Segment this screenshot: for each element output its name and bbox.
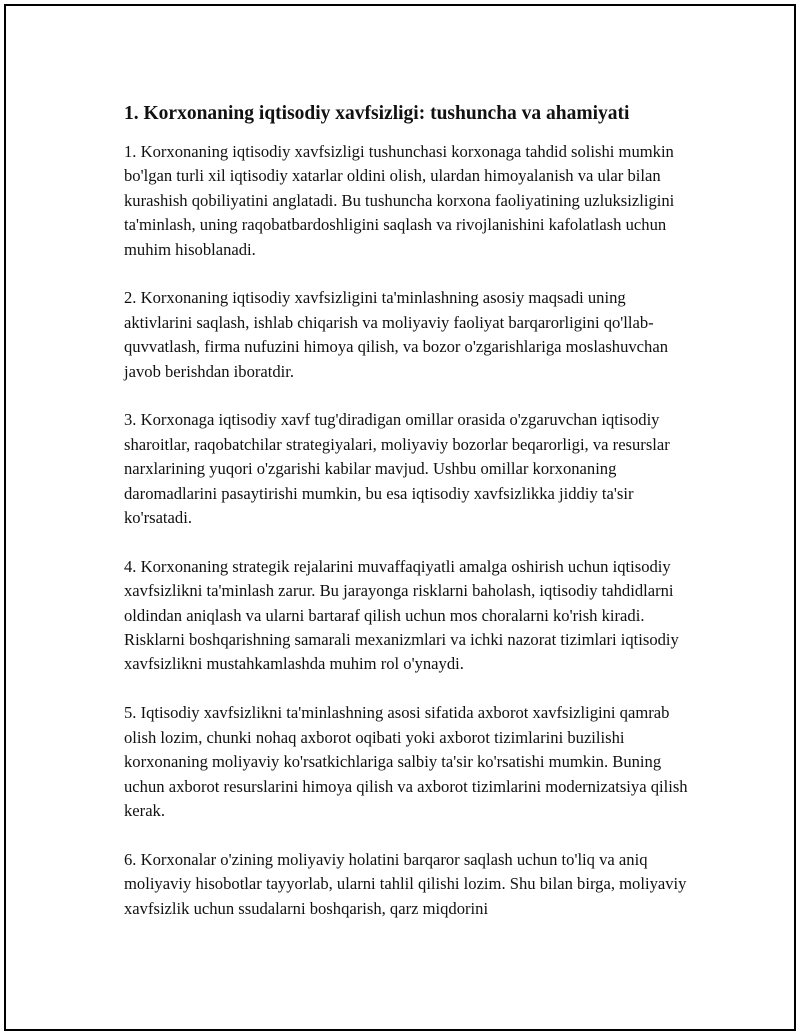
document-body [124,94,694,921]
paragraph-1: 1. Korxonaning iqtisodiy xavfsizligi tushunchasi korxonaga tahdid solishi mumkin bo'lgan turli xil iqtisodiy xatarlar oldini olish, ulardan himoyalanish va ular bilan kurashish qobiliyatini anglatadi. Bu tushuncha korxona faoliyatining uzluksizligini ta'minlash, uning raqobatbardoshligini saqlash va rivojlanishini kafolatlash uchun muhim hisoblanadi. [124,142,675,259]
paragraph-6: 6. Korxonalar o'zining moliyaviy holatini barqaror saqlash uchun to'liq va aniq moliyaviy hisobotlar tayyorlab, ularni tahlil qilishi lozim. Shu bilan birga, moliyaviy xavfsizlik uchun ssudalarni boshqarish, qarz miqdorini [124,849,687,918]
paragraph-5: 5. Iqtisodiy xavfsizlikni ta'minlashning asosi sifatida axborot xavfsizligini qamrab olish lozim, chunki nohaq axborot oqibati yoki axborot tizimlarini buzilishi korxonaning moliyaviy ko'rsatkichlariga salbiy ta'sir ko'rsatishi mumkin. Buning uchun axborot resurslarini himoya qilish va axborot tizimlarini modernizatsiya qilish kerak. [124,703,688,820]
document-page [4,4,796,1031]
paragraph-4: 4. Korxonaning strategik rejalarini muvaffaqiyatli amalga oshirish uchun iqtisodiy xavfsizlikni ta'minlash zarur. Bu jarayonga risklarni baholash, iqtisodiy tahdidlarni oldindan aniqlash va ularni bartaraf qilish uchun mos choralarni ko'rish kiradi. Risklarni boshqarishning samarali mexanizmlari va ichki nazorat tizimlari iqtisodiy xavfsizlikni mustahkamlashda muhim rol o'ynaydi. [124,556,679,674]
document-title: 1. Korxonaning iqtisodiy xavfsizligi: tushuncha va ahamiyati [124,103,630,124]
paragraph-3: 3. Korxonaga iqtisodiy xavf tug'diradigan omillar orasida o'zgaruvchan iqtisodiy sharoitlar, raqobatchilar strategiyalari, moliyaviy bozorlar beqarorligi, va resurslar narxlarining yuqori o'zgarishi kabilar mavjud. Ushbu omillar korxonaning daromadlarini pasaytirishi mumkin, bu esa iqtisodiy xavfsizlikka jiddiy ta'sir ko'rsatadi. [124,410,670,528]
paragraph-2: 2. Korxonaning iqtisodiy xavfsizligini ta'minlashning asosiy maqsadi uning aktivlarini saqlash, ishlab chiqarish va moliyaviy faoliyat barqarorligini qo'llab-quvvatlash, firma nufuzini himoya qilish, va bozor o'zgarishlariga moslashuvchan javob berishdan iboratdir. [124,288,668,381]
